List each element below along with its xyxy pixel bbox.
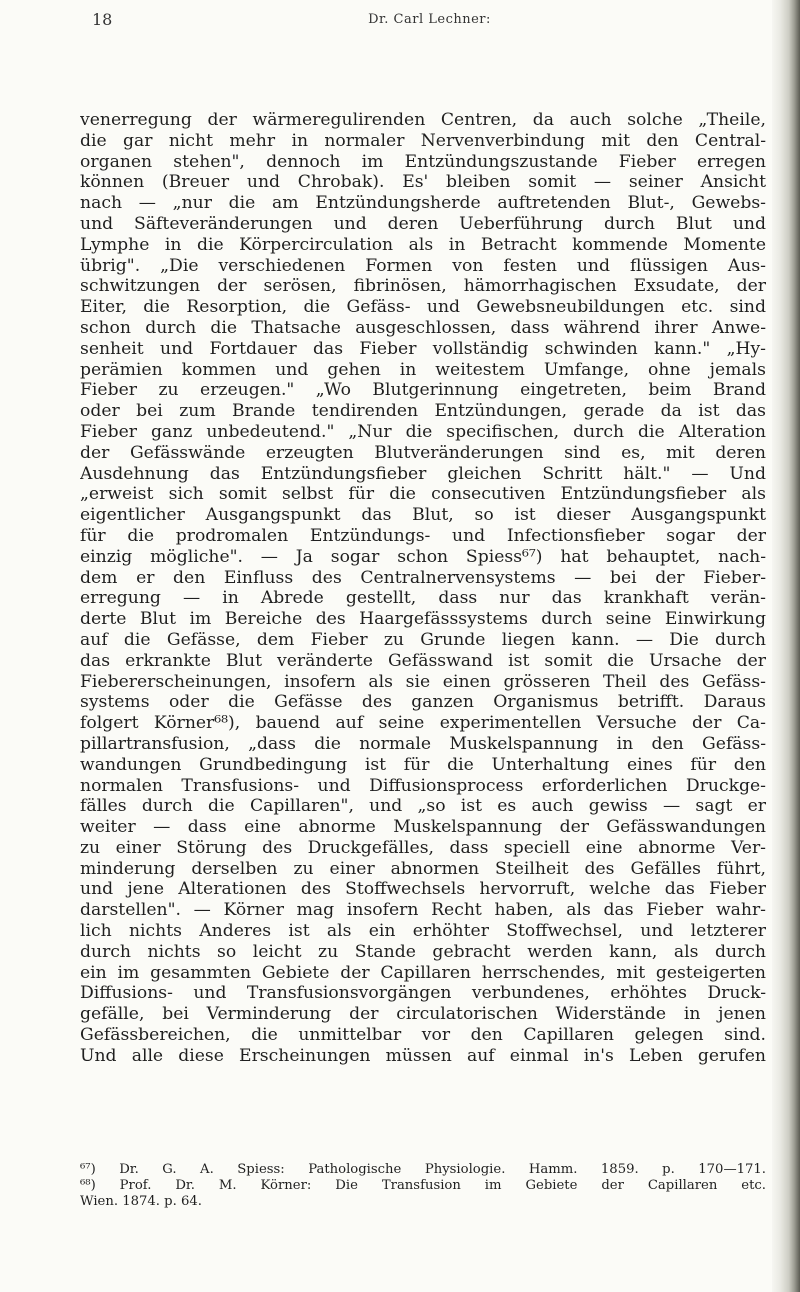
text-line: der Gefässwände erzeugten Blutveränderungen sind es, mit deren bbox=[80, 442, 766, 463]
text-line: und Säfteveränderungen und deren Ueberführung durch Blut und bbox=[80, 213, 766, 234]
text-line: eigentlicher Ausgangspunkt das Blut, so ist dieser Ausgangspunkt bbox=[80, 505, 766, 526]
text-line: dem er den Einfluss des Centralnervensystems — bei der Fieber- bbox=[80, 567, 766, 588]
footnote-line: Wien. 1874. p. 64. bbox=[80, 1194, 202, 1210]
text-line: einzig mögliche". — Ja sogar schon Spiess⁶⁷) hat behauptet, nach- bbox=[80, 546, 766, 567]
text-line: systems oder die Gefässe des ganzen Organismus betrifft. Daraus bbox=[80, 692, 766, 713]
text-line: übrig". „Die verschiedenen Formen von festen und flüssigen Aus- bbox=[80, 255, 766, 276]
text-line: Gefässbereichen, die unmittelbar vor den Capillaren gelegen sind. bbox=[80, 1025, 766, 1046]
text-line: gefälle, bei Verminderung der circulatorischen Widerstände in jenen bbox=[80, 1004, 766, 1025]
text-line: venerregung der wärmeregulirenden Centren, da auch solche „Theile, bbox=[80, 110, 766, 130]
text-line: und jene Alterationen des Stoffwechsels hervorruft, welche das Fieber bbox=[80, 879, 766, 900]
text-line: organen stehen", dennoch im Entzündungszustande Fieber erregen bbox=[80, 151, 766, 172]
page-edge-shadow bbox=[772, 0, 800, 1292]
text-line: zu einer Störung des Druckgefälles, dass speciell eine abnorme Ver- bbox=[80, 837, 766, 858]
text-line: oder bei zum Brande tendirenden Entzündungen, gerade da ist das bbox=[80, 401, 766, 422]
text-line: die gar nicht mehr in normaler Nervenverbindung mit den Central- bbox=[80, 130, 766, 151]
running-head: Dr. Carl Lechner: bbox=[368, 12, 491, 27]
text-line: durch nichts so leicht zu Stande gebracht werden kann, als durch bbox=[80, 941, 766, 962]
text-line: minderung derselben zu einer abnormen Steilheit des Gefälles führt, bbox=[80, 858, 766, 879]
footnote-line: ⁶⁷) Dr. G. A. Spiess: Pathologische Physiologie. Hamm. 1859. p. 170—171. bbox=[80, 1162, 766, 1177]
text-line: Ausdehnung das Entzündungsfieber gleichen Schritt hält." — Und bbox=[80, 463, 766, 484]
text-line: pillartransfusion, „dass die normale Muskelspannung in den Gefäss- bbox=[80, 733, 766, 754]
text-line: derte Blut im Bereiche des Haargefässsystems durch seine Einwirkung bbox=[80, 609, 766, 630]
text-line: lich nichts Anderes ist als ein erhöhter Stoffwechsel, und letzterer bbox=[80, 921, 766, 942]
text-line: Und alle diese Erscheinungen müssen auf einmal in's Leben gerufen bbox=[80, 1045, 766, 1066]
text-line: erregung — in Abrede gestellt, dass nur das krankhaft verän- bbox=[80, 588, 766, 609]
text-line: darstellen". — Körner mag insofern Recht haben, als das Fieber wahr- bbox=[80, 900, 766, 921]
footnotes bbox=[80, 1162, 766, 1211]
text-line: normalen Transfusions- und Diffusionsprocess erforderlichen Druckge- bbox=[80, 775, 766, 796]
page-number: 18 bbox=[92, 10, 113, 29]
text-line: nach — „nur die am Entzündungsherde auftretenden Blut-, Gewebs- bbox=[80, 193, 766, 214]
text-line: Fieber ganz unbedeutend." „Nur die specifischen, durch die Alteration bbox=[80, 421, 766, 442]
text-line: Fieber zu erzeugen." „Wo Blutgerinnung eingetreten, beim Brand bbox=[80, 380, 766, 401]
text-line: fälles durch die Capillaren", und „so ist es auch gewiss — sagt er bbox=[80, 796, 766, 817]
page-header bbox=[92, 10, 767, 32]
text-line: ein im gesammten Gebiete der Capillaren herrschendes, mit gesteigerten bbox=[80, 962, 766, 983]
text-line: Fiebererscheinungen, insofern als sie einen grösseren Theil des Gefäss- bbox=[80, 671, 766, 692]
text-line: perämien kommen und gehen in weitestem Umfange, ohne jemals bbox=[80, 359, 766, 380]
text-line: für die prodromalen Entzündungs- und Infectionsfieber sogar der bbox=[80, 525, 766, 546]
text-line: schon durch die Thatsache ausgeschlossen, dass während ihrer Anwe- bbox=[80, 317, 766, 338]
text-line: wandungen Grundbedingung ist für die Unterhaltung eines für den bbox=[80, 754, 766, 775]
text-line: Diffusions- und Transfusionsvorgängen verbundenes, erhöhtes Druck- bbox=[80, 983, 766, 1004]
body-text bbox=[80, 110, 766, 1067]
text-line: Lymphe in die Körpercirculation als in Betracht kommende Momente bbox=[80, 234, 766, 255]
text-line: auf die Gefässe, dem Fieber zu Grunde liegen kann. — Die durch bbox=[80, 629, 766, 650]
footnote-line: ⁶⁸) Prof. Dr. M. Körner: Die Transfusion im Gebiete der Capillaren etc. bbox=[80, 1178, 766, 1194]
text-line: weiter — dass eine abnorme Muskelspannung der Gefässwandungen bbox=[80, 817, 766, 838]
text-line: senheit und Fortdauer das Fieber vollständig schwinden kann." „Hy- bbox=[80, 338, 766, 359]
text-line: Eiter, die Resorption, die Gefäss- und Gewebsneubildungen etc. sind bbox=[80, 297, 766, 318]
text-line: können (Breuer und Chrobak). Es' bleiben somit — seiner Ansicht bbox=[80, 172, 766, 193]
text-line: „erweist sich somit selbst für die consecutiven Entzündungsfieber als bbox=[80, 484, 766, 505]
text-line: folgert Körner⁶⁸), bauend auf seine experimentellen Versuche der Ca- bbox=[80, 713, 766, 734]
text-line: das erkrankte Blut veränderte Gefässwand ist somit die Ursache der bbox=[80, 650, 766, 671]
text-line: schwitzungen der serösen, fibrinösen, hämorrhagischen Exsudate, der bbox=[80, 276, 766, 297]
